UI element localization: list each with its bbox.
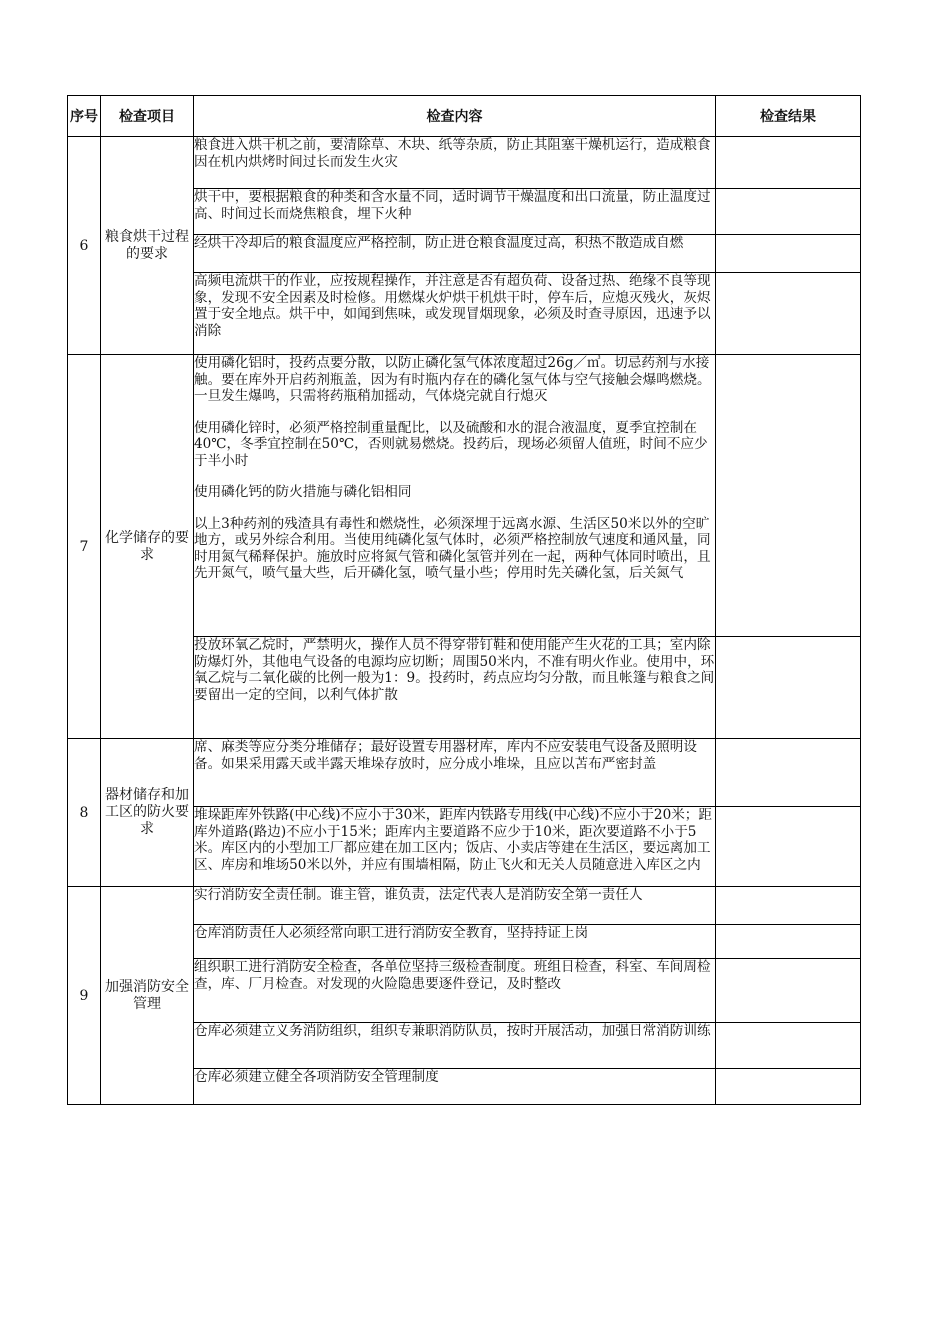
check-content-text: 仓库消防责任人必须经常向职工进行消防安全教育，坚持持证上岗 bbox=[194, 925, 589, 941]
check-content-cell bbox=[194, 887, 716, 925]
check-content-text: 席、麻类等应分类分堆储存；最好设置专用器材库，库内不应安装电气设备及照明设备。如果采用露天或半露天堆垛存放时，应分成小堆垛，且应以苫布严密封盖 bbox=[194, 739, 697, 772]
check-content-text: 经烘干冷却后的粮食温度应严格控制，防止进仓粮食温度过高，积热不散造成自燃 bbox=[194, 235, 684, 251]
check-content-cell bbox=[194, 137, 716, 189]
table-row bbox=[68, 355, 861, 637]
check-content-text: 仓库必须建立义务消防组织，组织专兼职消防队员，按时开展活动，加强日常消防训练 bbox=[194, 1023, 711, 1039]
table-row bbox=[68, 887, 861, 925]
seq-cell: 9 bbox=[68, 887, 101, 1105]
check-content-cell bbox=[194, 355, 716, 637]
table-row bbox=[68, 739, 861, 807]
check-item-cell: 加强消防安全管理 bbox=[101, 887, 194, 1105]
check-result-cell[interactable] bbox=[716, 807, 861, 887]
check-result-cell[interactable] bbox=[716, 355, 861, 637]
check-content-cell bbox=[194, 189, 716, 235]
check-content-text: 仓库必须建立健全各项消防安全管理制度 bbox=[194, 1069, 439, 1085]
check-result-cell[interactable] bbox=[716, 273, 861, 355]
check-item-cell: 器材储存和加工区的防火要求 bbox=[101, 739, 194, 887]
check-result-cell[interactable] bbox=[716, 925, 861, 959]
header-item: 检查项目 bbox=[101, 96, 194, 137]
seq-cell: 8 bbox=[68, 739, 101, 887]
paragraph-gap bbox=[194, 501, 715, 516]
check-content-text: 以上3种药剂的残渣具有毒性和燃烧性，必须深埋于远离水源、生活区50米以外的空旷地方，或另外综合利用。当使用纯磷化氢气体时，必须严格控制放气速度和通风量，同时用氮气稀释保护。施放时应将氮气管和磷化氢管并列在一起，两种气体同时喷出，且先开氮气，喷气量大些，后开磷化氢，喷气量小些；停用时先关磷化氢，后关氮气 bbox=[194, 515, 711, 581]
check-content-cell bbox=[194, 1069, 716, 1105]
check-content-cell bbox=[194, 739, 716, 807]
seq-cell: 6 bbox=[68, 137, 101, 355]
check-result-cell[interactable] bbox=[716, 887, 861, 925]
check-item-cell: 粮食烘干过程的要求 bbox=[101, 137, 194, 355]
check-content-text: 使用磷化锌时，必须严格控制重量配比，以及硫酸和水的混合液温度，夏季宜控制在40℃，冬季宜控制在50℃，否则就易燃烧。投药后，现场必须留人值班，时间不应少于半小时 bbox=[194, 419, 708, 469]
header-result: 检查结果 bbox=[716, 96, 861, 137]
check-content-cell bbox=[194, 235, 716, 273]
check-result-cell[interactable] bbox=[716, 1069, 861, 1105]
check-item-cell: 化学储存的要求 bbox=[101, 355, 194, 739]
check-content-text: 组织职工进行消防安全检查，各单位坚持三级检查制度。班组日检查，科室、车间周检查，库、厂月检查。对发现的火险隐患要逐件登记，及时整改 bbox=[194, 959, 711, 992]
check-content-text: 堆垛距库外铁路(中心线)不应小于30米，距库内铁路专用线(中心线)不应小于20米；距库外道路(路边)不应小于15米；距库内主要道路不应少于10米，距次要道路不小于5米。库区内的小型加工厂都应建在加工区内；饭店、小卖店等建在生活区，要远离加工区、库房和堆场50米以外，并应有围墙相隔，防止飞火和无关人员随意进入库区之内 bbox=[194, 807, 712, 873]
check-content-text: 烘干中，要根据粮食的种类和含水量不同，适时调节干燥温度和出口流量，防止温度过高、时间过长而烧焦粮食，埋下火种 bbox=[194, 189, 711, 222]
check-content-text: 实行消防安全责任制。谁主管，谁负责，法定代表人是消防安全第一责任人 bbox=[194, 887, 643, 903]
check-content-text: 投放环氧乙烷时，严禁明火，操作人员不得穿带钉鞋和使用能产生火花的工具；室内除防爆灯外，其他电气设备的电源均应切断；周围50米内，不准有明火作业。使用中，环氧乙烷与二氧化碳的比例一般为1：9。投药时，药点应均匀分散，而且帐篷与粮食之间要留出一定的空间，以利气体扩散 bbox=[194, 637, 715, 703]
check-result-cell[interactable] bbox=[716, 189, 861, 235]
check-result-cell[interactable] bbox=[716, 959, 861, 1023]
check-content-text: 使用磷化钙的防火措施与磷化铝相同 bbox=[194, 484, 412, 500]
check-content-text: 粮食进入烘干机之前，要清除草、木块、纸等杂质，防止其阻塞干燥机运行，造成粮食因在机内烘烤时间过长而发生火灾 bbox=[194, 137, 711, 170]
check-content-cell bbox=[194, 1023, 716, 1069]
paragraph-gap bbox=[194, 405, 715, 420]
check-content-cell bbox=[194, 273, 716, 355]
check-result-cell[interactable] bbox=[716, 1023, 861, 1069]
table-body bbox=[68, 137, 861, 1105]
check-content-text: 使用磷化铝时，投药点要分散，以防止磷化氢气体浓度超过26g／㎥。切忌药剂与水接触。要在库外开启药剂瓶盖，因为有时瓶内存在的磷化氢气体与空气接触会爆鸣燃烧。一旦发生爆鸣，只需将药瓶稍加摇动，气体烧完就自行熄灭 bbox=[194, 355, 711, 404]
check-result-cell[interactable] bbox=[716, 637, 861, 739]
table-row bbox=[68, 137, 861, 189]
check-result-cell[interactable] bbox=[716, 235, 861, 273]
header-seq: 序号 bbox=[68, 96, 101, 137]
check-content-cell bbox=[194, 637, 716, 739]
check-content-text: 高频电流烘干的作业，应按规程操作，并注意是否有超负荷、设备过热、绝缘不良等现象，发现不安全因素及时检修。用燃煤火炉烘干机烘干时，停车后，应熄灭残火，灰烬置于安全地点。烘干中，如闻到焦味，或发现冒烟现象，必须及时查寻原因，迅速予以消除 bbox=[194, 273, 711, 339]
check-content-cell bbox=[194, 959, 716, 1023]
paragraph-gap bbox=[194, 469, 715, 484]
table-header-row bbox=[68, 96, 861, 137]
fire-safety-checklist-table bbox=[67, 95, 861, 1105]
check-content-cell bbox=[194, 925, 716, 959]
check-result-cell[interactable] bbox=[716, 137, 861, 189]
seq-cell: 7 bbox=[68, 355, 101, 739]
header-content: 检查内容 bbox=[194, 96, 716, 137]
check-content-cell bbox=[194, 807, 716, 887]
check-result-cell[interactable] bbox=[716, 739, 861, 807]
